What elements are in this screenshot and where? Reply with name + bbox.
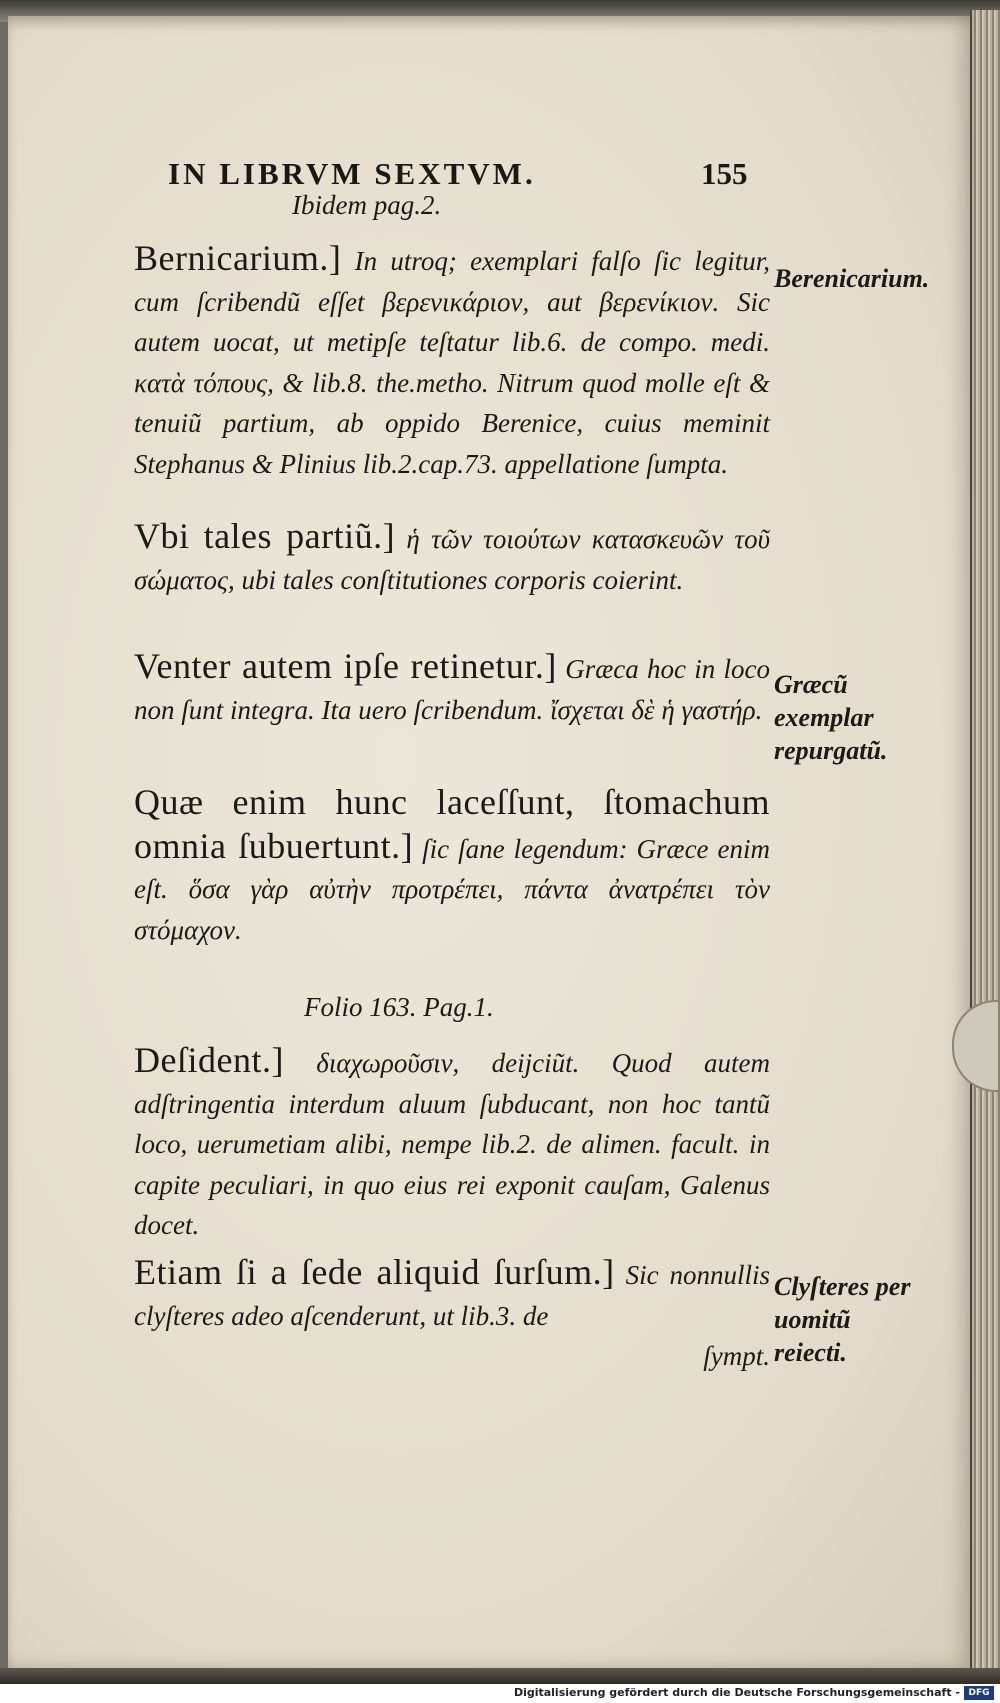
margin-note-graecum-exemplar: Græcũ exemplar repurgatũ. <box>774 670 888 765</box>
commentary-venter: Græca hoc in loco non ſunt integra. Ita uero ſcribendum. ἴσχεται δὲ ἡ γαστήρ. <box>134 654 770 725</box>
folio-number: 155 <box>701 156 748 191</box>
credit-bar <box>0 1684 1000 1703</box>
dfg-logo: DFG <box>964 1686 994 1700</box>
lemma-desident: Deſident.] <box>134 1040 284 1080</box>
margin-note-berenicarium: Berenicarium. <box>774 264 930 293</box>
book-page <box>8 16 976 1668</box>
lemma-ubi-tales: Vbi tales partiũ.] <box>134 516 396 556</box>
lemma-etiam-si: Etiam ſi a ſede aliquid ſurſum.] <box>134 1252 615 1292</box>
commentary-etiam-si-end: ſympt. <box>703 1341 770 1371</box>
entry-ubi-tales <box>134 516 770 600</box>
scan-bottom-edge <box>0 1668 1000 1684</box>
entry-bernicarium <box>134 238 770 484</box>
commentary-etiam-si: Sic nonnullis clyſteres adeo aſcenderunt, ut lib.3. de <box>134 1260 771 1331</box>
lemma-venter: Venter autem ipſe retinetur.] <box>134 646 557 686</box>
commentary-ubi-tales: ἡ τῶν τοιούτων κατασκευῶν τοῦ σώματος, ubi tales conſtitutiones corporis coierint. <box>134 524 770 595</box>
entry-desident <box>134 1040 770 1246</box>
running-head: IN LIBRVM SEXTVM. <box>168 156 536 191</box>
commentary-quae-enim: ſic ſane legendum: Græce enim eſt. ὅσα γὰρ αὐτὴν προτρέπει, πάντα ἀνατρέπει τὸν στόμαχον. <box>134 833 770 945</box>
sub-heading-folio-163: Folio 163. Pag.1. <box>304 992 494 1022</box>
page-fore-edge <box>970 10 1000 1690</box>
entry-quae-enim <box>134 782 770 950</box>
digitization-credit: Digitalisierung gefördert durch die Deutsche Forschungsgemeinschaft - <box>513 1686 960 1699</box>
lemma-quae-enim: Quæ enim hunc laceſſunt, ſtomachum omnia ſubuertunt.] <box>134 782 770 866</box>
lemma-bernicarium: Bernicarium.] <box>134 238 342 278</box>
entry-venter <box>134 646 770 730</box>
commentary-bernicarium: In utroq; exemplari falſo ſic legitur, cum ſcribendũ eſſet βερενικάριον, aut βερενίκιον. Sic autem uocat, ut metipſe teſtatur lib.6. de compo. medi. κατὰ τόπους, & lib.8. the.metho. Nitrum quod molle eſt & tenuiũ partium, ab oppido Berenice, cuius meminit Stephanus & Plinius lib.2.cap.73. appellatione ſumpta. <box>134 246 770 479</box>
commentary-desident: διαχωροῦσιν, deijciũt. Quod autem adſtringentia interdum aluum ſubducant, non hoc tantũ loco, uerumetiam alibi, nempe lib.2. de alimen. facult. in capite peculiari, in quo eius rei exponit cauſam, Galenus docet. <box>134 1048 771 1240</box>
entry-etiam-si <box>134 1252 770 1336</box>
margin-note-clysteres: Clyſteres per uomitũ reiecti. <box>774 1272 911 1367</box>
sub-heading-ibidem: Ibidem pag.2. <box>292 190 442 220</box>
